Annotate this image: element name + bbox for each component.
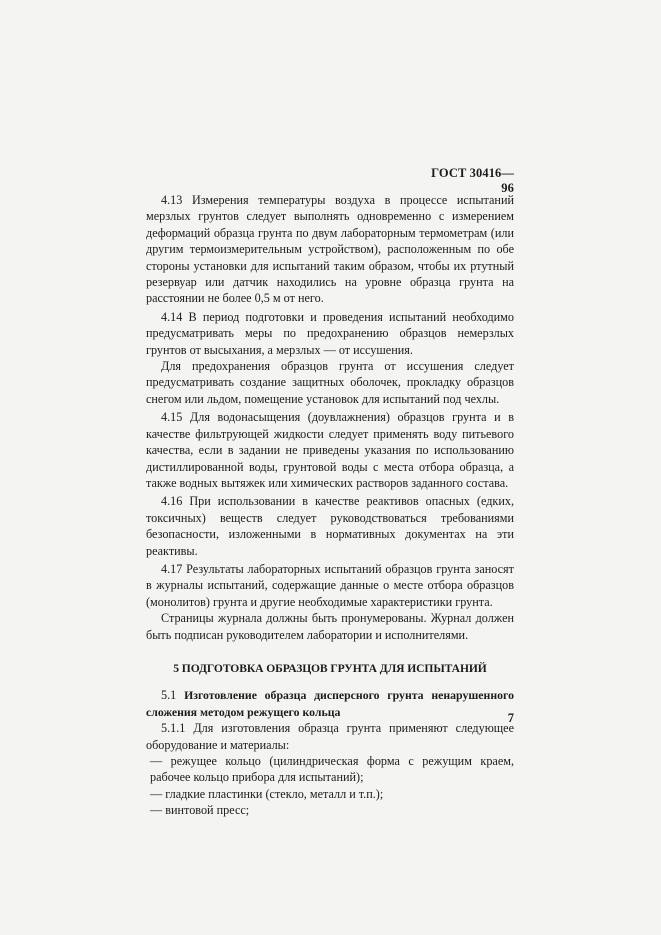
standard-header: ГОСТ 30416—96 [431, 166, 514, 195]
list-item: — режущее кольцо (цилиндрическая форма с режущим краем, рабочее кольцо прибора для испытаний); [150, 754, 514, 785]
list-item: — винтовой пресс; [150, 803, 250, 818]
body-text [146, 192, 514, 819]
section-5-title: 5 ПОДГОТОВКА ОБРАЗЦОВ ГРУНТА ДЛЯ ИСПЫТАНИЙ [173, 661, 487, 675]
paragraph-4-14: 4.14 В период подготовки и проведения испытаний необходимо предусматривать меры по предохранению образцов немерзлых грунтов от высыхания, а мерзлых — от иссушения. [146, 309, 514, 357]
subsection-5-1-title: Изготовление образца дисперсного грунта ненарушенного сложения методом режущего кольца [146, 688, 514, 719]
paragraph-4-17-continued: Страницы журнала должны быть пронумерованы. Журнал должен быть подписан руководителем лаборатории и исполнителями. [146, 611, 514, 642]
paragraph-5-1-1: 5.1.1 Для изготовления образца грунта применяют следующее оборудование и материалы: [146, 721, 514, 752]
paragraph-4-16: 4.16 При использовании в качестве реактивов опасных (едких, токсичных) веществ следует руководствоваться требованиями безопасности, изложенными в нормативных документах на эти реактивы. [146, 494, 514, 558]
paragraph-4-13: 4.13 Измерения температуры воздуха в процессе испытаний мерзлых грунтов следует выполнять одновременно с измерением деформаций образца грунта по двум лабораторным термометрам (или другим термоизмерительным устройством), расположенным по обе стороны установки для испытаний таким образом, чтобы их ртутный резервуар или датчик находились на уровне образца грунта на расстоянии не более 0,5 м от него. [146, 193, 514, 306]
subsection-5-1-number: 5.1 [161, 688, 177, 703]
paragraph-4-14-continued: Для предохранения образцов грунта от иссушения следует предусматривать создание защитных оболочек, прокладку образцов снегом или льдом, помещение установок для испытаний под чехлы. [146, 359, 514, 406]
paragraph-4-17: 4.17 Результаты лабораторных испытаний образцов грунта заносят в журналы испытаний, содержащие данные о месте отбора образцов (монолитов) грунта и другие необходимые характеристики грунта. [146, 561, 514, 609]
subsection-5-1 [146, 687, 514, 720]
paragraph-4-15: 4.15 Для водонасыщения (доувлажнения) образцов грунта и в качестве фильтрующей жидкости следует применять воду питьевого качества, если в задании не приведены указания по использованию дистиллированной воды, грунтовой воды с места отбора образца, а также водных вытяжек или химических растворов заданного состава. [146, 410, 514, 490]
list-item: — гладкие пластинки (стекло, металл и т.п.); [150, 786, 384, 801]
page-number: 7 [507, 711, 514, 725]
